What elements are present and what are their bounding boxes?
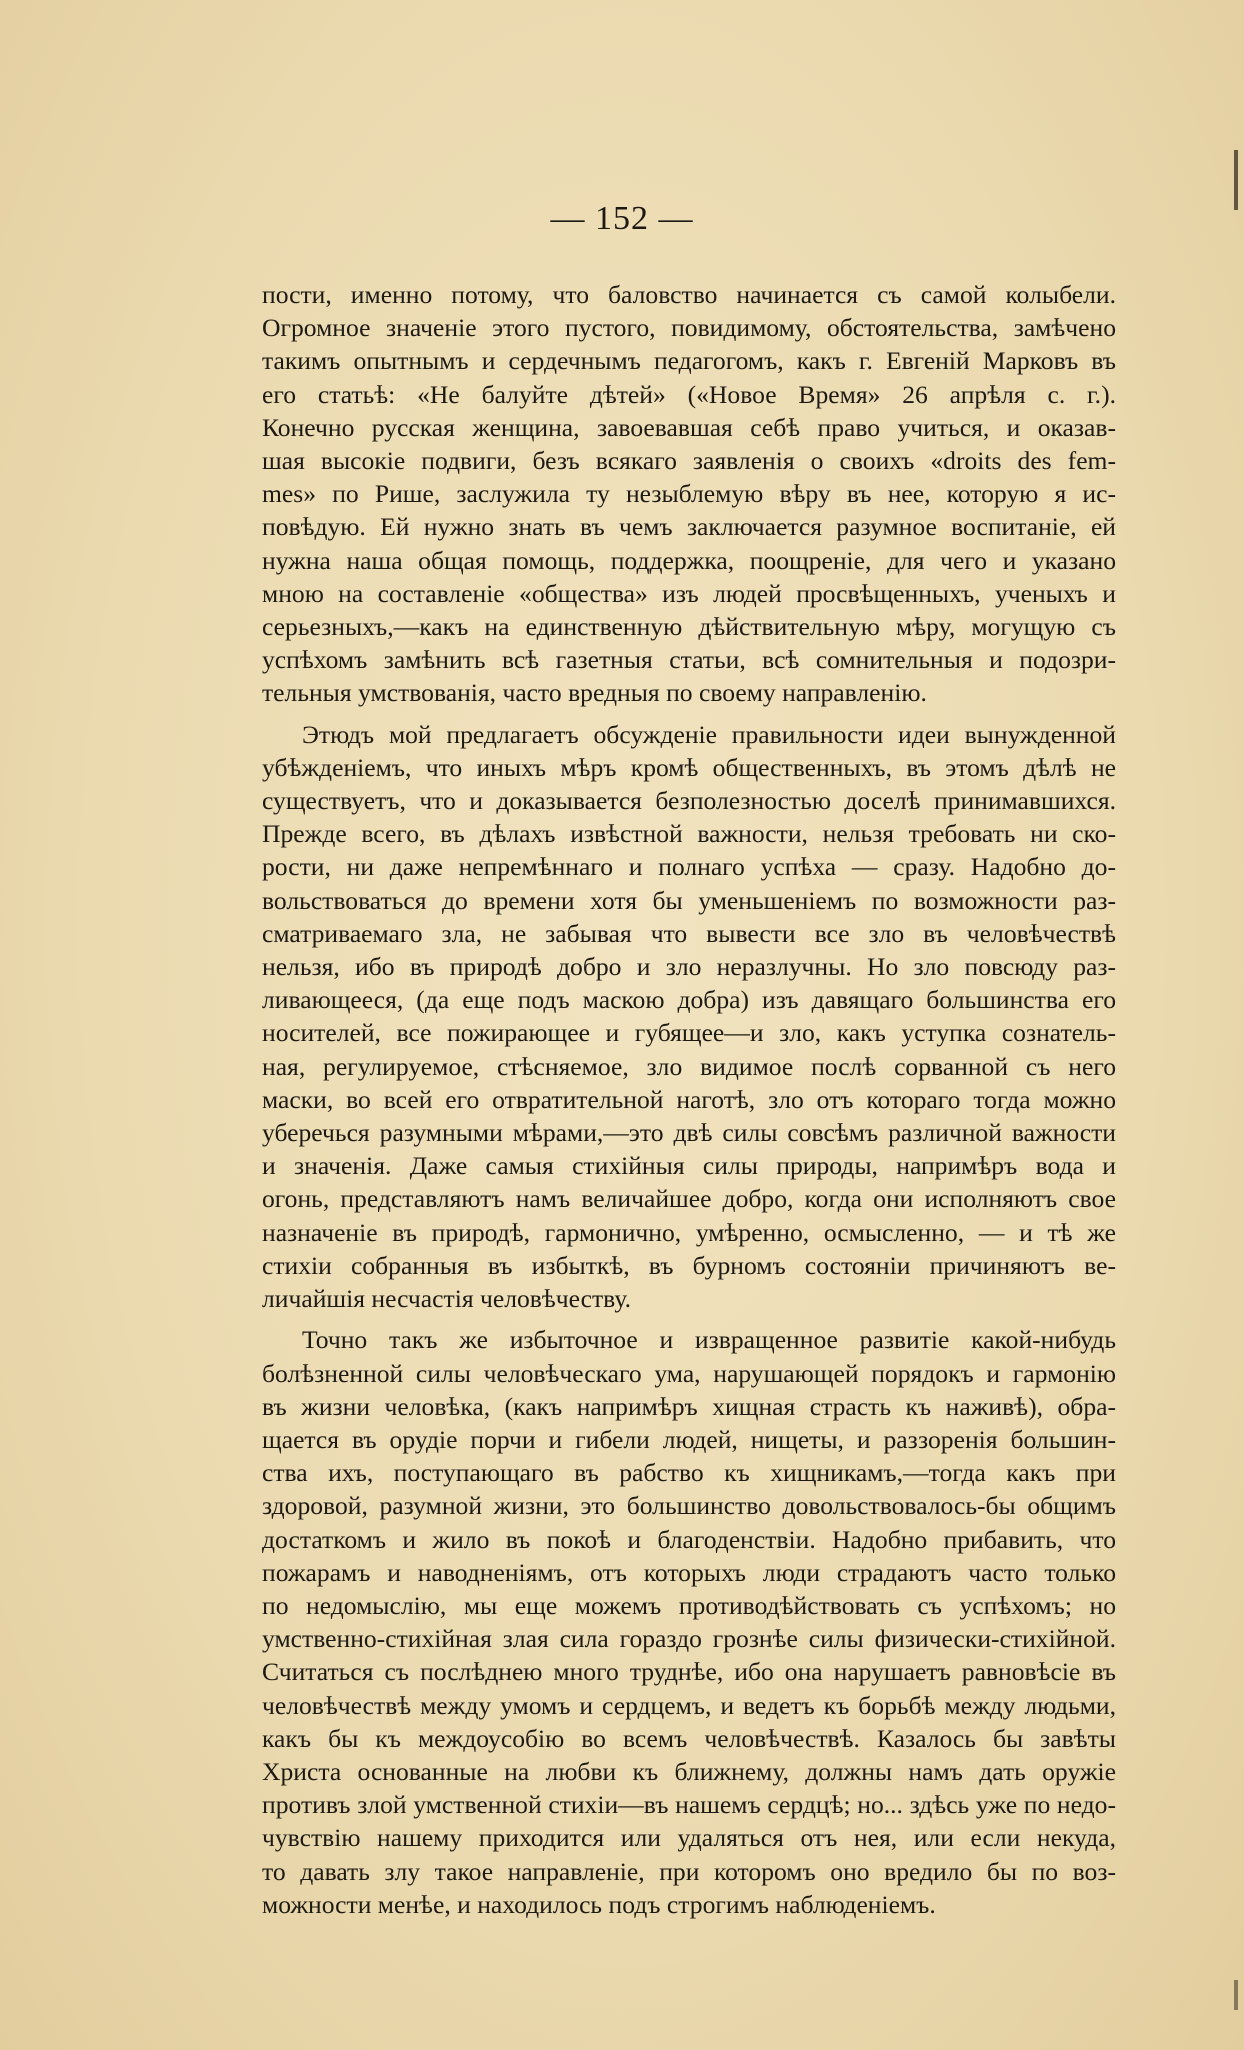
text-line: умственно-стихійная злая сила гораздо грознѣе силы физически-стихійной. bbox=[262, 1624, 1116, 1654]
text-line: Считаться съ послѣднею много труднѣе, ибо она нарушаетъ равновѣсіе въ bbox=[262, 1657, 1116, 1687]
text-line: чувствію нашему приходится или удаляться отъ нея, или если некуда, bbox=[262, 1823, 1116, 1853]
text-line: щается въ орудіе порчи и гибели людей, нищеты, и раззоренія большин- bbox=[262, 1424, 1116, 1454]
text-line: нельзя, ибо въ природѣ добро и зло неразлучны. Но зло повсюду раз- bbox=[262, 952, 1116, 982]
text-line: достаткомъ и жило въ покоѣ и благоденствіи. Надобно прибавить, что bbox=[262, 1524, 1116, 1554]
page-number: — 152 — bbox=[550, 200, 694, 237]
text-line: личайшія несчастія человѣчеству. bbox=[262, 1284, 632, 1314]
paragraph-1 bbox=[262, 278, 1116, 710]
text-line: Этюдъ мой предлагаетъ обсужденіе правильности идеи вынужденной bbox=[302, 719, 1116, 749]
text-line: тельныя умствованія, часто вредныя по своему направленію. bbox=[262, 678, 927, 708]
text-line: Точно такъ же избыточное и извращенное развитіе какой-нибудь bbox=[302, 1325, 1116, 1355]
text-line: пожарамъ и наводненіямъ, отъ которыхъ люди страдаютъ часто только bbox=[262, 1557, 1116, 1587]
text-line: по недомыслію, мы еще можемъ противодѣйствовать съ успѣхомъ; но bbox=[262, 1590, 1116, 1620]
text-line: существуетъ, что и доказывается безполезностью доселѣ принимавшихся. bbox=[262, 786, 1116, 816]
text-line: его статьѣ: «Не балуйте дѣтей» («Новое Время» 26 апрѣля с. г.). bbox=[262, 379, 1116, 409]
text-line: какъ бы къ междоусобію во всемъ человѣчествѣ. Казалось бы завѣты bbox=[262, 1723, 1116, 1753]
text-line: нужна наша общая помощь, поддержка, поощреніе, для чего и указано bbox=[262, 545, 1116, 575]
text-line: ства ихъ, поступающаго въ рабство къ хищникамъ,—тогда какъ при bbox=[262, 1458, 1116, 1488]
paragraph-2 bbox=[262, 718, 1116, 1316]
text-line: маски, во всей его отвратительной наготѣ, зло отъ котораго тогда можно bbox=[262, 1084, 1116, 1114]
text-line: mes» по Рише, заслужила ту незыблемую вѣру въ нее, которую я ис- bbox=[262, 479, 1116, 509]
text-line: Конечно русская женщина, завоевавшая себѣ право учиться, и оказав- bbox=[262, 412, 1116, 442]
text-line: болѣзненной силы человѣческаго ума, нарушающей порядокъ и гармонію bbox=[262, 1358, 1116, 1388]
text-line: ная, регулируемое, стѣсняемое, зло видимое послѣ сорванной съ него bbox=[262, 1051, 1116, 1081]
paragraph-3 bbox=[262, 1323, 1116, 1921]
text-line: противъ злой умственной стихіи—въ нашемъ сердцѣ; но... здѣсь уже по недо- bbox=[262, 1790, 1116, 1820]
scan-edge-mark bbox=[1234, 1980, 1238, 2010]
body-text bbox=[262, 278, 1116, 1921]
text-line: Огромное значеніе этого пустого, повидимому, обстоятельства, замѣчено bbox=[262, 313, 1116, 343]
text-line: сматриваемаго зла, не забывая что вывести все зло въ человѣчествѣ bbox=[262, 918, 1116, 948]
text-line: шая высокіе подвиги, безъ всякаго заявленія о своихъ «droits des fem- bbox=[262, 446, 1116, 476]
text-line: рости, ни даже непремѣннаго и полнаго успѣха — сразу. Надобно до- bbox=[262, 852, 1116, 882]
text-line: убѣжденіемъ, что иныхъ мѣръ кромѣ общественныхъ, въ этомъ дѣлѣ не bbox=[262, 752, 1116, 782]
text-line: носителей, все пожирающее и губящее—и зло, какъ уступка сознатель- bbox=[262, 1018, 1116, 1048]
text-line: то давать злу такое направленіе, при которомъ оно вредило бы по воз- bbox=[262, 1856, 1116, 1886]
text-line: повѣдую. Ей нужно знать въ чемъ заключается разумное воспитаніе, ей bbox=[262, 512, 1116, 542]
text-line: человѣчествѣ между умомъ и сердцемъ, и ведетъ къ борьбѣ между людьми, bbox=[262, 1690, 1116, 1720]
text-line: уберечься разумными мѣрами,—это двѣ силы совсѣмъ различной важности bbox=[262, 1118, 1116, 1148]
text-line: въ жизни человѣка, (какъ напримѣръ хищная страсть къ наживѣ), обра- bbox=[262, 1391, 1116, 1421]
text-line: Христа основанные на любви къ ближнему, должны намъ дать оружіе bbox=[262, 1756, 1116, 1786]
text-line: серьезныхъ,—какъ на единственную дѣйствительную мѣру, могущую съ bbox=[262, 612, 1116, 642]
text-line: вольствоваться до времени хотя бы уменьшеніемъ по возможности раз- bbox=[262, 885, 1116, 915]
text-line: пости, именно потому, что баловство начинается съ самой колыбели. bbox=[262, 280, 1116, 309]
text-line: огонь, представляютъ намъ величайшее добро, когда они исполняютъ свое bbox=[262, 1184, 1116, 1214]
text-line: такимъ опытнымъ и сердечнымъ педагогомъ, какъ г. Евгеній Марковъ въ bbox=[262, 346, 1116, 376]
text-line: мною на составленіе «общества» изъ людей просвѣщенныхъ, ученыхъ и bbox=[262, 578, 1116, 608]
text-line: можности менѣе, и находилось подъ строгимъ наблюденіемъ. bbox=[262, 1889, 936, 1919]
text-line: и значенія. Даже самыя стихійныя силы природы, напримѣръ вода и bbox=[262, 1151, 1116, 1181]
text-line: успѣхомъ замѣнить всѣ газетныя статьи, всѣ сомнительныя и подозри- bbox=[262, 645, 1116, 675]
text-line: стихіи собранныя въ избыткѣ, въ бурномъ состояніи причиняютъ ве- bbox=[262, 1250, 1116, 1280]
text-line: назначеніе въ природѣ, гармонично, умѣренно, осмысленно, — и тѣ же bbox=[262, 1217, 1116, 1247]
text-line: здоровой, разумной жизни, это большинство довольствовалось-бы общимъ bbox=[262, 1491, 1116, 1521]
text-line: Прежде всего, въ дѣлахъ извѣстной важности, нельзя требовать ни ско- bbox=[262, 819, 1116, 849]
text-line: ливающееся, (да еще подъ маскою добра) изъ давящаго большинства его bbox=[262, 985, 1116, 1015]
